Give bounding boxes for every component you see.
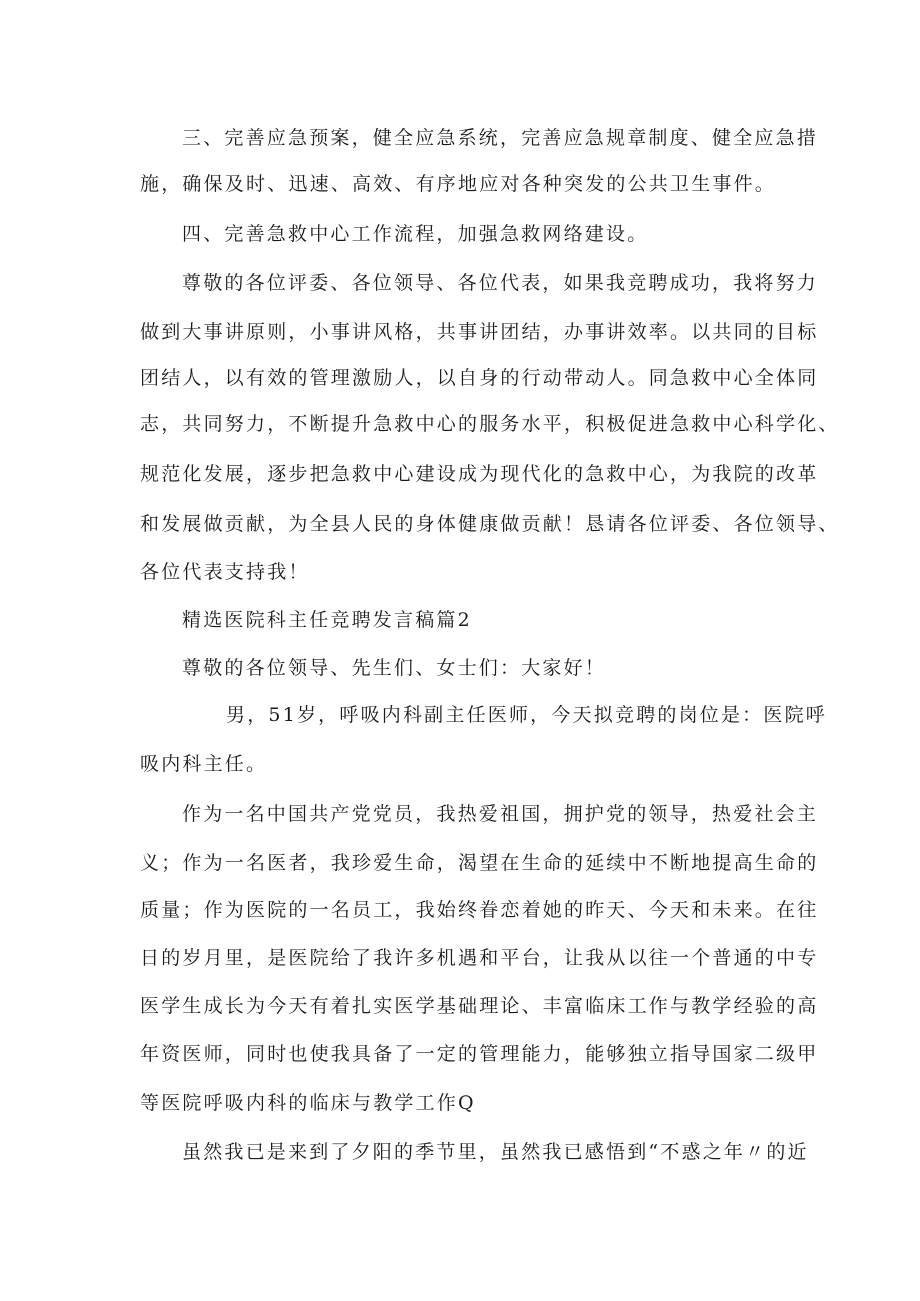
paragraph-line: 医学生成长为今天有着扎实医学基础理论、丰富临床工作与教学经验的高 [140, 995, 819, 1017]
paragraph-line: 做到大事讲原则，小事讲风格，共事讲团结，办事讲效率。以共同的目标 [140, 321, 819, 343]
paragraph-line: 等医院呼吸内科的临床与教学工作Q [140, 1092, 476, 1114]
section-heading: 精选医院科主任竞聘发言稿篇2 [182, 609, 472, 631]
paragraph-line: 作为一名中国共产党党员，我热爱祖国，拥护党的领导，热爱社会主 [182, 803, 819, 825]
paragraph-line: 尊敬的各位评委、各位领导、各位代表，如果我竞聘成功，我将努力 [182, 272, 819, 294]
paragraph-line: 日的岁月里，是医院给了我许多机遇和平台，让我从以往一个普通的中专 [140, 947, 819, 969]
paragraph-line: 各位代表支持我！ [140, 561, 310, 583]
greeting-line: 尊敬的各位领导、先生们、女士们：大家好！ [182, 657, 607, 679]
paragraph-line: 义；作为一名医者，我珍爱生命，渴望在生命的延续中不断地提高生命的 [140, 852, 819, 874]
paragraph-line: 男，51岁，呼吸内科副主任医师，今天拟竞聘的岗位是：医院呼 [226, 704, 827, 726]
paragraph-line: 规范化发展，逐步把急救中心建设成为现代化的急救中心，为我院的改革 [140, 463, 819, 485]
paragraph-line: 吸内科主任。 [140, 753, 268, 775]
paragraph-line: 质量；作为医院的一名员工，我始终眷恋着她的昨天、今天和未来。在往 [140, 899, 819, 921]
paragraph-line: 和发展做贡献，为全县人民的身体健康做贡献！恳请各位评委、各位领导、 [140, 513, 840, 535]
paragraph-line: 三、完善应急预案，健全应急系统，完善应急规章制度、健全应急措 [182, 127, 819, 149]
paragraph-line: 施，确保及时、迅速、高效、有序地应对各种突发的公共卫生事件。 [140, 173, 777, 195]
paragraph-line: 团结人，以有效的管理激励人，以自身的行动带动人。同急救中心全体同 [140, 367, 819, 389]
paragraph-line: 四、完善急救中心工作流程，加强急救网络建设。 [182, 223, 649, 245]
paragraph-line: 志，共同努力，不断提升急救中心的服务水平，积极促进急救中心科学化、 [140, 413, 840, 435]
paragraph-line: 虽然我已是来到了夕阳的季节里，虽然我已感悟到“不惑之年〃的近 [182, 1141, 809, 1163]
paragraph-line: 年资医师，同时也使我具备了一定的管理能力，能够独立指导国家二级甲 [140, 1043, 819, 1065]
